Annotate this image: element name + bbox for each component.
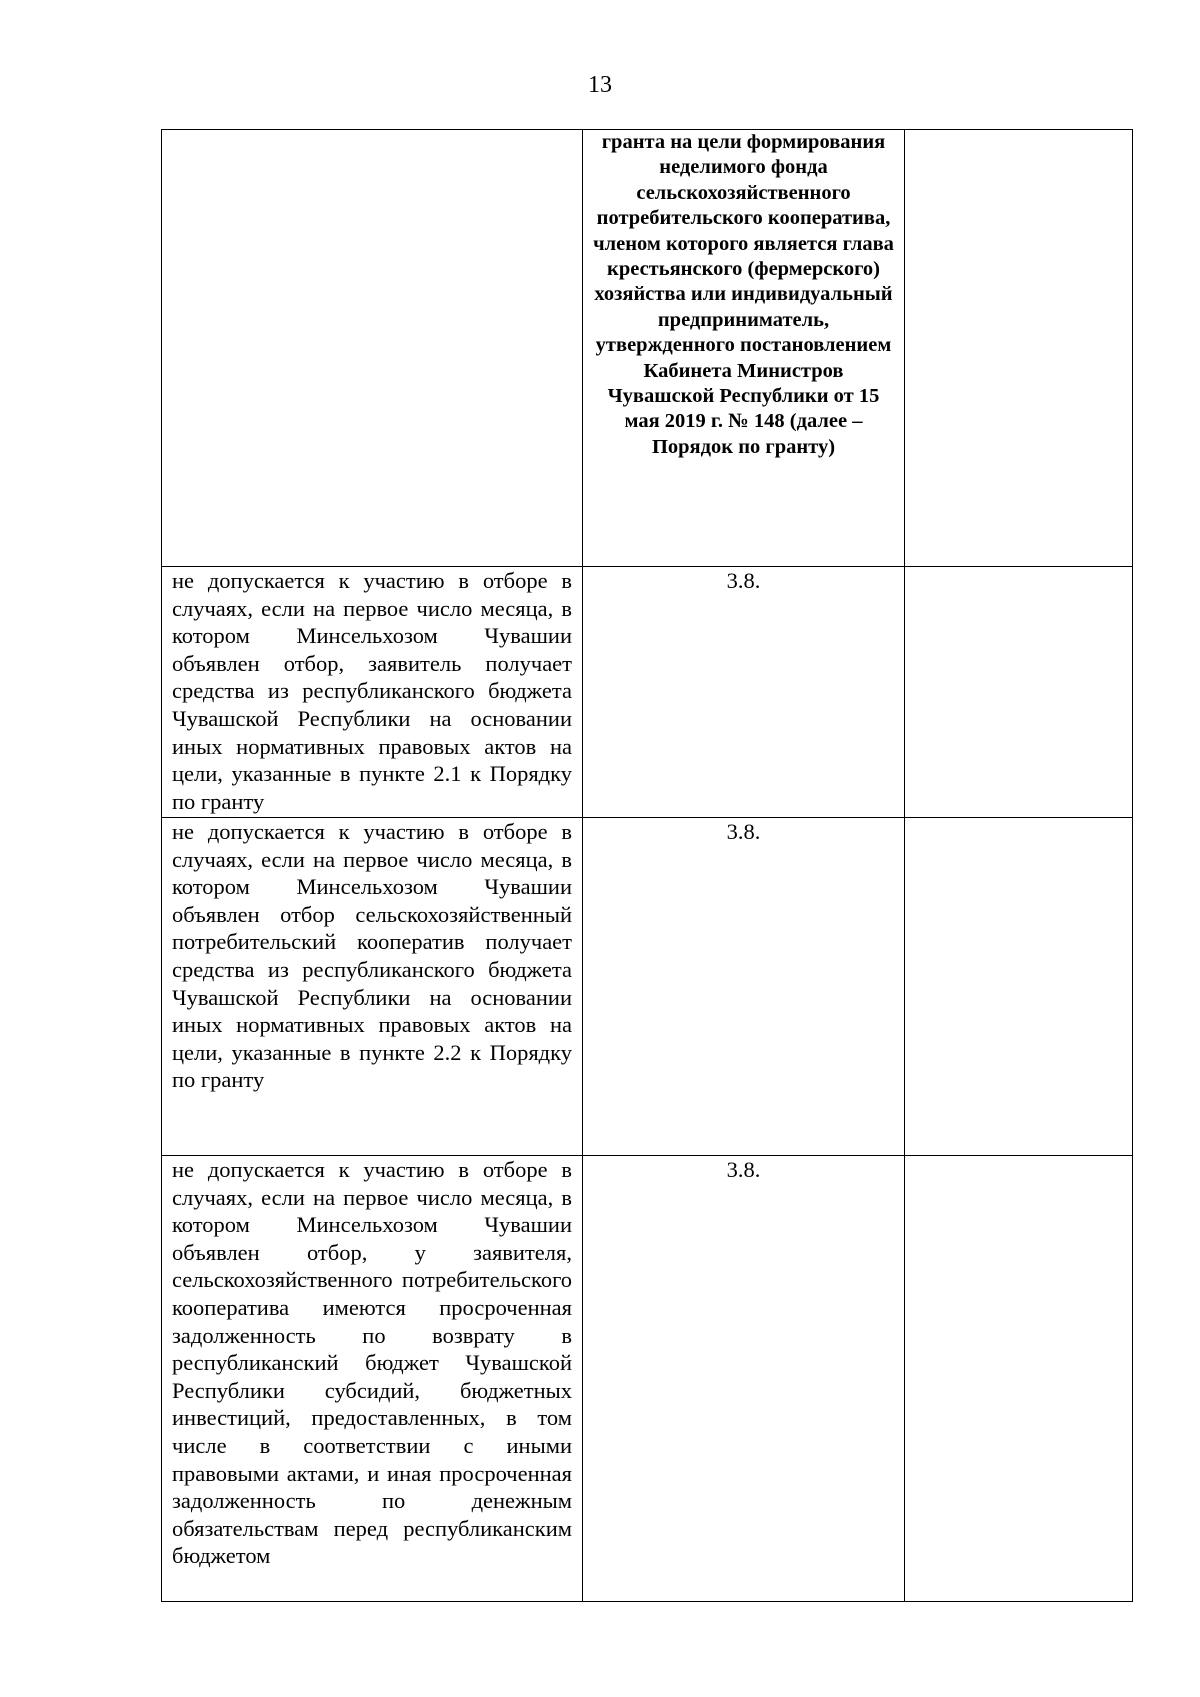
page-number: 13 <box>588 72 612 98</box>
empty-cell <box>162 130 583 567</box>
table-row <box>162 1156 1133 1602</box>
table-row <box>162 130 1133 567</box>
clause-number: 3.8. <box>583 567 905 818</box>
requirement-text: не допускается к участию в отборе в случаях, если на первое число месяца, в котором Минсельхозом Чувашии объявлен отбор сельскохозяйственный потребительский кооператив получает средства из республиканского бюджета Чувашской Республики на основании иных нормативных правовых актов на цели, указанные в пункте 2.2 к Порядку по гранту <box>162 818 583 1156</box>
table-row <box>162 567 1133 818</box>
empty-cell <box>905 567 1133 818</box>
empty-cell <box>905 818 1133 1156</box>
header-continuation-cell: гранта на цели формирования неделимого фонда сельскохозяйственного потребительского кооператива, членом которого является глава крестьянского (фермерского) хозяйства или индивидуальный предприниматель, утвержденного постановлением Кабинета Министров Чувашской Республики от 15 мая 2019 г. № 148 (далее – Порядок по гранту) <box>583 130 905 567</box>
clause-number: 3.8. <box>583 818 905 1156</box>
requirements-table <box>161 129 1133 1602</box>
requirement-text: не допускается к участию в отборе в случаях, если на первое число месяца, в котором Минсельхозом Чувашии объявлен отбор, у заявителя, сельскохозяйственного потребительского кооператива имеются просроченная задолженность по возврату в республиканский бюджет Чувашской Республики субсидий, бюджетных инвестиций, предоставленных, в том числе в соответствии с иными правовыми актами, и иная просроченная задолженность по денежным обязательствам перед республиканским бюджетом <box>162 1156 583 1602</box>
empty-cell <box>905 130 1133 567</box>
clause-number: 3.8. <box>583 1156 905 1602</box>
table-row <box>162 818 1133 1156</box>
empty-cell <box>905 1156 1133 1602</box>
requirement-text: не допускается к участию в отборе в случаях, если на первое число месяца, в котором Минсельхозом Чувашии объявлен отбор, заявитель получает средства из республиканского бюджета Чувашской Республики на основании иных нормативных правовых актов на цели, указанные в пункте 2.1 к Порядку по гранту <box>162 567 583 818</box>
